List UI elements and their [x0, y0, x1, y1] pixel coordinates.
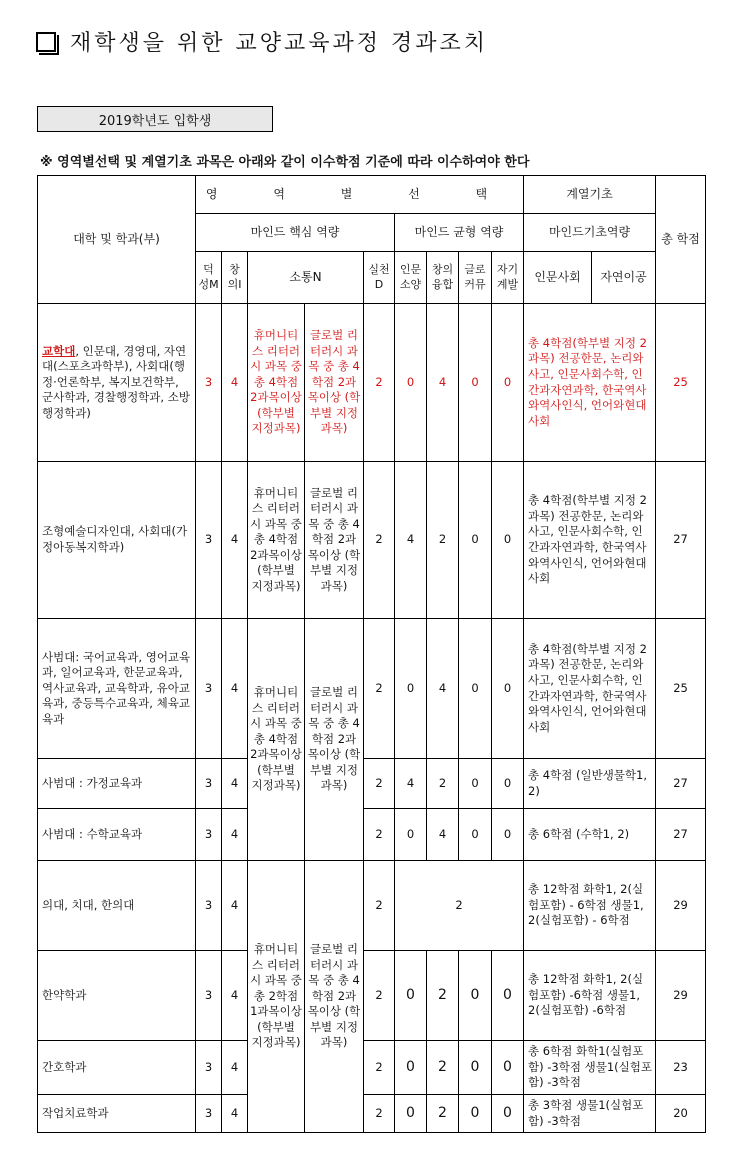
m-cell: 3 — [196, 619, 222, 759]
b3-cell: 0 — [459, 304, 492, 462]
b1-cell: 4 — [395, 759, 427, 809]
b1-cell: 0 — [395, 951, 427, 1041]
b3-cell: 0 — [459, 759, 492, 809]
header-deokseong: 덕성M — [196, 252, 222, 304]
i-cell: 4 — [222, 1041, 248, 1095]
table-row — [38, 809, 706, 861]
b4-cell: 0 — [492, 619, 524, 759]
n1-cell: 휴머니티스 리터러시 과목 중 총 4학점 2과목이상 (학부별 지정과목) — [248, 304, 305, 462]
note-text: ※ 영역별선택 및 계열기초 과목은 아래와 같이 이수학점 기준에 따라 이수하여야 한다 — [40, 155, 530, 170]
i-cell: 4 — [222, 759, 248, 809]
b1-cell: 0 — [395, 1095, 427, 1133]
table-row — [38, 304, 706, 462]
n2-merged-a: 글로벌 리터러시 과목 중 총 4학점 2과목이상 (학부별 지정과목) — [305, 619, 364, 861]
header-inmun-sahoe: 인문사회 — [524, 252, 592, 304]
b2-cell: 2 — [427, 951, 459, 1041]
total-cell: 27 — [656, 809, 706, 861]
m-cell: 3 — [196, 809, 222, 861]
basic-cell: 총 12학점 화학1, 2(실험포함) -6학점 생물1, 2(실험포함) -6학점 — [524, 951, 656, 1041]
header-total: 총 학점 — [656, 176, 706, 304]
header-inmun-soyang: 인문소양 — [395, 252, 427, 304]
n1-merged-a: 휴머니티스 리터러시 과목 중 총 4학점 2과목이상 (학부별 지정과목) — [248, 619, 305, 861]
table-row — [38, 1041, 706, 1095]
table-row — [38, 619, 706, 759]
table-row — [38, 759, 706, 809]
basic-cell: 총 3학점 생물1(실험포함) -3학점 — [524, 1095, 656, 1133]
total-cell: 20 — [656, 1095, 706, 1133]
basic-cell: 총 4학점 (일반생물학1, 2) — [524, 759, 656, 809]
i-cell: 4 — [222, 304, 248, 462]
b3-cell: 0 — [459, 462, 492, 619]
i-cell: 4 — [222, 619, 248, 759]
d-cell: 2 — [364, 619, 395, 759]
total-cell: 27 — [656, 462, 706, 619]
basic-cell: 총 6학점 (수학1, 2) — [524, 809, 656, 861]
d-cell: 2 — [364, 304, 395, 462]
n1-cell: 휴머니티스 리터러시 과목 중 총 4학점 2과목이상 (학부별 지정과목) — [248, 462, 305, 619]
balance-cell: 2 — [395, 861, 524, 951]
basic-cell: 총 12학점 화학1, 2(실험포함) - 6학점 생물1, 2(실험포함) - 6학점 — [524, 861, 656, 951]
dept-highlight: 교학대 — [42, 343, 76, 358]
header-sotong: 소통N — [248, 252, 364, 304]
table-row — [38, 1095, 706, 1133]
i-cell: 4 — [222, 809, 248, 861]
b4-cell: 0 — [492, 304, 524, 462]
b1-cell: 4 — [395, 462, 427, 619]
d-cell: 2 — [364, 1095, 395, 1133]
dept-cell — [38, 304, 196, 462]
total-cell: 25 — [656, 304, 706, 462]
dept-cell: 사범대 : 수학교육과 — [38, 809, 196, 861]
n2-cell: 글로벌 리터러시 과목 중 총 4학점 2과목이상 (학부별 지정과목) — [305, 462, 364, 619]
dept-cell: 조형예술디자인대, 사회대(가정아동복지학과) — [38, 462, 196, 619]
header-mind-core: 마인드 핵심 역량 — [196, 214, 395, 252]
d-cell: 2 — [364, 462, 395, 619]
dept-cell: 작업치료학과 — [38, 1095, 196, 1133]
b3-cell: 0 — [459, 1095, 492, 1133]
m-cell: 3 — [196, 304, 222, 462]
b2-cell: 2 — [427, 462, 459, 619]
header-jagi-gyebal: 자기계발 — [492, 252, 524, 304]
checkbox-icon — [36, 32, 56, 52]
b1-cell: 0 — [395, 619, 427, 759]
header-silcheon: 실천D — [364, 252, 395, 304]
d-cell: 2 — [364, 809, 395, 861]
basic-cell: 총 6학점 화학1(실험포함) -3학점 생물1(실험포함) -3학점 — [524, 1041, 656, 1095]
b1-cell: 0 — [395, 809, 427, 861]
header-mind-balance: 마인드 균형 역량 — [395, 214, 524, 252]
m-cell: 3 — [196, 1041, 222, 1095]
b2-cell: 4 — [427, 304, 459, 462]
b1-cell: 0 — [395, 1041, 427, 1095]
dept-cell: 의대, 치대, 한의대 — [38, 861, 196, 951]
d-cell: 2 — [364, 759, 395, 809]
header-jayeon-igong: 자연이공 — [592, 252, 656, 304]
dept-rest: , 인문대, 경영대, 자연대(스포츠과학부), 사회대(행정·언론학부, 복지보건학부, 군사학과, 경찰행정학과, 소방행정학과) — [42, 343, 190, 420]
n2-cell: 글로벌 리터러시 과목 중 총 4학점 2과목이상 (학부별 지정과목) — [305, 304, 364, 462]
b2-cell: 2 — [427, 759, 459, 809]
curriculum-table — [37, 175, 706, 1133]
m-cell: 3 — [196, 462, 222, 619]
n1-merged-b: 휴머니티스 리터러시 과목 중 총 2학점 1과목이상 (학부별 지정과목) — [248, 861, 305, 1133]
table-row — [38, 462, 706, 619]
b4-cell: 0 — [492, 1095, 524, 1133]
b4-cell: 0 — [492, 1041, 524, 1095]
table-row — [38, 951, 706, 1041]
basic-cell: 총 4학점(학부별 지정 2과목) 전공한문, 논리와사고, 인문사회수학, 인간과자연과학, 한국역사와역사인식, 언어와현대사회 — [524, 619, 656, 759]
b2-cell: 2 — [427, 1095, 459, 1133]
d-cell: 2 — [364, 861, 395, 951]
i-cell: 4 — [222, 861, 248, 951]
total-cell: 27 — [656, 759, 706, 809]
header-dept: 대학 및 학과(부) — [38, 176, 196, 304]
dept-cell: 사범대: 국어교육과, 영어교육과, 일어교육과, 한문교육과, 역사교육과, 교육학과, 유아교육과, 중등특수교육과, 체육교육과 — [38, 619, 196, 759]
total-cell: 25 — [656, 619, 706, 759]
b2-cell: 2 — [427, 1041, 459, 1095]
basic-cell: 총 4학점(학부별 지정 2과목) 전공한문, 논리와사고, 인문사회수학, 인간과자연과학, 한국역사와역사인식, 언어와현대사회 — [524, 462, 656, 619]
dept-cell: 한약학과 — [38, 951, 196, 1041]
m-cell: 3 — [196, 759, 222, 809]
b4-cell: 0 — [492, 809, 524, 861]
i-cell: 4 — [222, 1095, 248, 1133]
b4-cell: 0 — [492, 462, 524, 619]
d-cell: 2 — [364, 951, 395, 1041]
header-geullo-keoryu: 글로커뮤 — [459, 252, 492, 304]
header-changui: 창의I — [222, 252, 248, 304]
b3-cell: 0 — [459, 951, 492, 1041]
b3-cell: 0 — [459, 619, 492, 759]
basic-cell: 총 4학점(학부별 지정 2과목) 전공한문, 논리와사고, 인문사회수학, 인간과자연과학, 한국역사와역사인식, 언어와현대사회 — [524, 304, 656, 462]
header-changui-yunghap: 창의융합 — [427, 252, 459, 304]
b2-cell: 4 — [427, 809, 459, 861]
b4-cell: 0 — [492, 951, 524, 1041]
total-cell: 23 — [656, 1041, 706, 1095]
i-cell: 4 — [222, 462, 248, 619]
m-cell: 3 — [196, 861, 222, 951]
table-row — [38, 861, 706, 951]
year-label: 2019학년도 입학생 — [37, 106, 273, 132]
b4-cell: 0 — [492, 759, 524, 809]
b3-cell: 0 — [459, 1041, 492, 1095]
header-series-basic: 계열기초 — [524, 176, 656, 214]
page-title: 재학생을 위한 교양교육과정 경과조치 — [70, 31, 489, 56]
header-mind-basic: 마인드기초역량 — [524, 214, 656, 252]
total-cell: 29 — [656, 861, 706, 951]
dept-cell: 사범대 : 가정교육과 — [38, 759, 196, 809]
d-cell: 2 — [364, 1041, 395, 1095]
b1-cell: 0 — [395, 304, 427, 462]
m-cell: 3 — [196, 951, 222, 1041]
dept-cell: 간호학과 — [38, 1041, 196, 1095]
title-row — [36, 26, 488, 57]
header-area-select: 영 역 별 선 택 — [196, 176, 524, 214]
i-cell: 4 — [222, 951, 248, 1041]
b2-cell: 4 — [427, 619, 459, 759]
total-cell: 29 — [656, 951, 706, 1041]
n2-merged-b: 글로벌 리터러시 과목 중 총 4학점 2과목이상 (학부별 지정과목) — [305, 861, 364, 1133]
m-cell: 3 — [196, 1095, 222, 1133]
b3-cell: 0 — [459, 809, 492, 861]
